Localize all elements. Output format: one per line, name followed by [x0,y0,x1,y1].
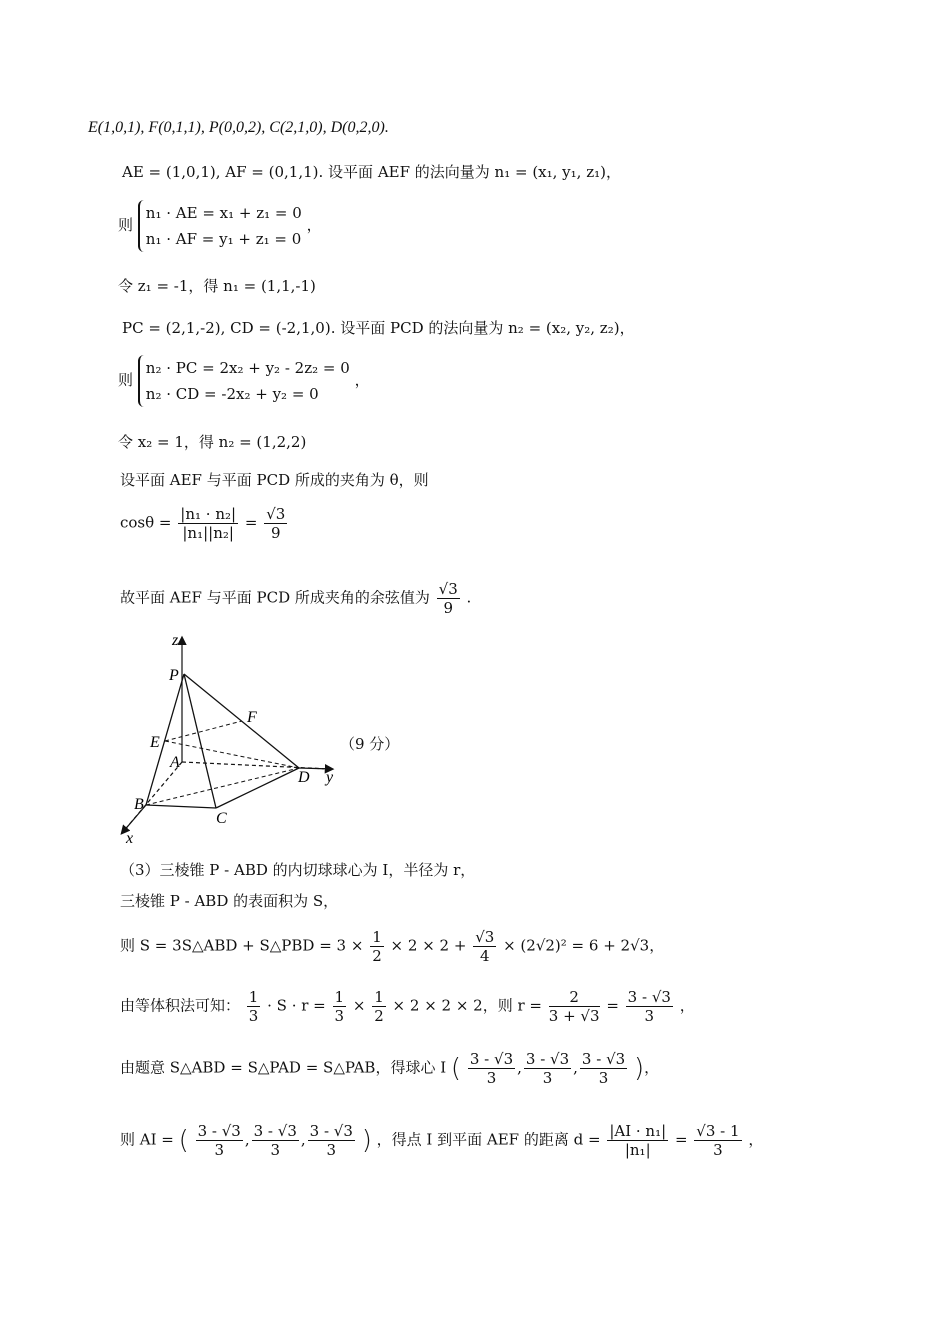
label-y: y [326,769,334,786]
system-aef: 则 n₁ · AE = x₁ + z₁ = 0 n₁ · AF = y₁ + z₁ = 0 ， [118,200,322,252]
label-b: B [134,796,144,813]
pyramid-diagram [112,628,352,848]
edge-bc [146,805,216,808]
edge-pc [184,674,216,808]
distance-formula: 则 AI = ( $\frac{3 - √3}{3}$ , $\frac{3 - √3}{3}$ , $\frac{3 - √3}{3}$ ) ，得点 I 到平面 AEF 的距离 d = $\frac{\text{|AI · n₁|}}{\text{|n₁|}}$ = $\frac{√3 - 1}{3}$ ， [120,1122,764,1159]
label-p: P [169,667,179,684]
coordinates-line: E(1,0,1), F(0,1,1), P(0,0,2), C(2,1,0), D(0,2,0). [88,119,389,136]
surface-area-intro: 三棱锥 P - ABD 的表面积为 S， [120,892,339,910]
label-f: F [247,709,257,726]
cosine-formula: cosθ = $\frac{\text{|n₁ · n₂|}}{\text{|n₁||n₂|}}$ = $\frac{√3}{9}$ [120,505,286,542]
part3-intro: （3）三棱锥 P - ABD 的内切球球心为 I，半径为 r， [120,861,476,879]
sphere-center: 由题意 S△ABD = S△PAD = S△PAB，得球心 I ( $\frac{3 - √3}{3}$ , $\frac{3 - √3}{3}$ , $\frac{3 - √3}{3}$ )， [120,1050,660,1087]
label-x: x [126,830,134,847]
plane-aef-vectors: AE = (1,0,1), AF = (0,1,1). 设平面 AEF 的法向量为 n₁ = (x₁, y₁, z₁)， [122,163,621,181]
cosine-conclusion: 故平面 AEF 与平面 PCD 所成夹角的余弦值为 $\frac{√3}{9}$ . [120,580,472,617]
score-note: （9 分） [340,735,400,753]
label-d: D [298,769,310,786]
label-c: C [216,810,227,827]
edge-bd [146,768,299,805]
label-a: A [170,754,180,771]
system-pcd: 则 n₂ · PC = 2x₂ + y₂ - 2z₂ = 0 n₂ · CD = -2x₂ + y₂ = 0 ， [118,355,370,407]
normal-n2: 令 x₂ = 1，得 n₂ = (1,2,2) [118,433,307,451]
plane-pcd-vectors: PC = (2,1,-2), CD = (-2,1,0). 设平面 PCD 的法向量为 n₂ = (x₂, y₂, z₂)， [122,319,635,337]
label-e: E [150,734,160,751]
volume-equation: 由等体积法可知： $\frac{1}{3}$ · S · r = $\frac{1}{3}$ × $\frac{1}{2}$ × 2 × 2 × 2，则 r = $\frac{2}{3 + √3}$ = $\frac{3 - √3}{3}$ ， [120,988,695,1025]
angle-statement: 设平面 AEF 与平面 PCD 所成的夹角为 θ，则 [120,471,429,489]
label-z: z [172,632,179,649]
edge-cd [216,768,299,808]
normal-n1: 令 z₁ = -1，得 n₁ = (1,1,-1) [118,277,316,295]
edge-ef [165,721,242,741]
surface-area-formula: 则 S = 3S△ABD + S△PBD = 3 × $\frac{1}{2}$ × 2 × 2 + $\frac{√3}{4}$ × (2√2)² = 6 + 2√3， [120,928,665,965]
